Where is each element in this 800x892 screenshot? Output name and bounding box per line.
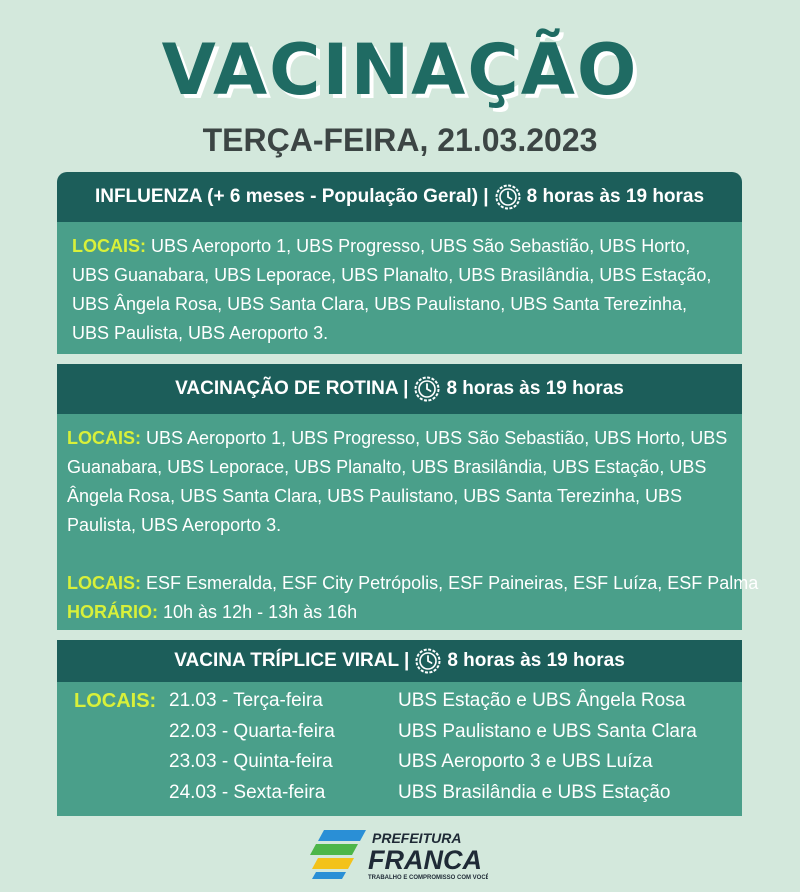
clock-icon xyxy=(495,184,521,210)
influenza-header xyxy=(57,172,742,222)
triplice-locais-label: LOCAIS: xyxy=(74,690,157,712)
rotina-locais2: ESF Esmeralda, ESF City Petrópolis, ESF Paineiras, ESF Luíza, ESF Palma xyxy=(146,573,759,593)
influenza-card xyxy=(57,172,742,354)
triplice-title: VACINA TRÍPLICE VIRAL | xyxy=(174,650,410,671)
clock-icon xyxy=(414,376,440,402)
schedule-day: 24.03 - Sexta-feira xyxy=(169,781,326,803)
influenza-title: INFLUENZA (+ 6 meses - População Geral) | xyxy=(94,186,489,207)
triplice-time: 8 horas às 19 horas xyxy=(447,650,625,671)
schedule-place: UBS Brasilândia e UBS Estação xyxy=(398,781,671,803)
rotina-ubs-block xyxy=(67,424,732,540)
schedule-place: UBS Aeroporto 3 e UBS Luíza xyxy=(398,751,653,772)
triplice-schedule xyxy=(74,686,732,808)
rotina-body xyxy=(57,414,759,630)
logo-tagline: TRABALHO E COMPROMISSO COM VOCÊ xyxy=(368,875,488,881)
rotina-locais2-label: LOCAIS: xyxy=(67,573,141,593)
logo-line2: FRANCA xyxy=(368,845,482,875)
schedule-place: UBS Estação e UBS Ângela Rosa xyxy=(398,690,686,711)
rotina-card xyxy=(57,364,759,630)
rotina-header xyxy=(57,364,742,414)
rotina-title: VACINAÇÃO DE ROTINA | xyxy=(175,378,409,399)
rotina-horario: 10h às 12h - 13h às 16h xyxy=(163,602,358,622)
prefeitura-franca-logo xyxy=(308,826,488,882)
rotina-locais: UBS Aeroporto 1, UBS Progresso, UBS São Sebastião, UBS Horto, UBS Guanabara, UBS Leporace, UBS Planalto, UBS Brasilândia, UBS Estação, UBS Ângela Rosa, UBS Santa Clara, UBS Paulistano, UBS Santa Terezinha, UBS Paulista, UBS Aeroporto 3. xyxy=(67,428,728,535)
rotina-horario-block xyxy=(67,598,732,627)
triplice-body xyxy=(57,682,742,816)
rotina-locais-label: LOCAIS: xyxy=(67,428,141,448)
rotina-horario-label: HORÁRIO: xyxy=(67,602,158,622)
influenza-locais: UBS Aeroporto 1, UBS Progresso, UBS São Sebastião, UBS Horto, UBS Guanabara, UBS Leporace, UBS Planalto, UBS Brasilândia, UBS Estação, UBS Ângela Rosa, UBS Santa Clara, UBS Paulistano, UBS Santa Terezinha, UBS Paulista, UBS Aeroporto 3. xyxy=(72,236,712,343)
rotina-time: 8 horas às 19 horas xyxy=(446,378,624,399)
page-title: VACINAÇÃO xyxy=(161,29,639,111)
schedule-day: 21.03 - Terça-feira xyxy=(169,690,323,711)
influenza-time: 8 horas às 19 horas xyxy=(526,186,705,207)
schedule-place: UBS Paulistano e UBS Santa Clara xyxy=(398,720,697,742)
schedule-day: 22.03 - Quarta-feira xyxy=(169,720,335,742)
logo-line1: PREFEITURA xyxy=(372,830,462,846)
rotina-esf-block xyxy=(67,569,759,598)
triplice-header xyxy=(57,640,742,682)
franca-logo-mark xyxy=(308,826,488,882)
schedule-day: 23.03 - Quinta-feira xyxy=(169,751,333,772)
triplice-card xyxy=(57,640,742,816)
influenza-body xyxy=(57,222,742,354)
event-date: TERÇA-FEIRA, 21.03.2023 xyxy=(202,122,598,158)
clock-icon xyxy=(415,648,441,674)
influenza-locais-label: LOCAIS: xyxy=(72,236,146,256)
